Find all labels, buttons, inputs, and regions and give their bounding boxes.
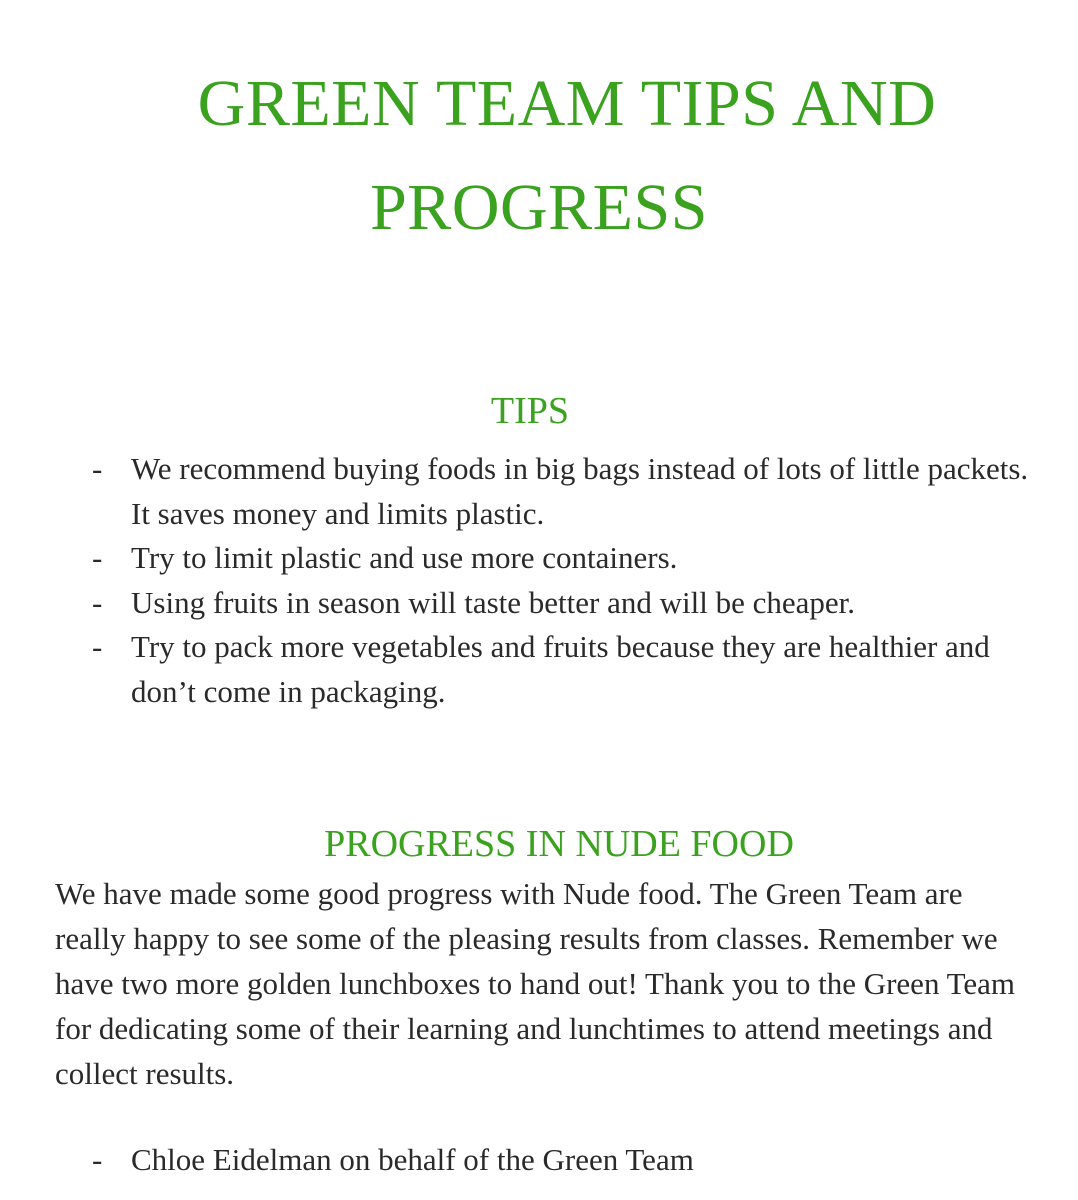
progress-heading: PROGRESS IN NUDE FOOD — [324, 823, 794, 865]
tips-list-item — [88, 447, 1038, 536]
tips-list-item — [88, 581, 1038, 626]
progress-paragraph: We have made some good progress with Nude food. The Green Team are really happy to see some of the pleasing results from classes. Remember we have two more golden lunchboxes to hand out! Thank you to the Green Team for dedicating some of their learning and lunchtimes to attend meetings and collect results. — [55, 876, 1016, 1091]
bullet-dash: - — [92, 540, 103, 575]
tip-text: Try to limit plastic and use more containers. — [131, 540, 678, 575]
bullet-dash: - — [92, 451, 103, 486]
tip-text: Try to pack more vegetables and fruits because they are healthier and don’t come in packaging. — [131, 629, 990, 709]
signoff-list — [88, 1138, 988, 1182]
tips-list — [88, 447, 1038, 714]
page-title-line-2: PROGRESS — [370, 171, 708, 244]
tip-text: We recommend buying foods in big bags instead of lots of little packets. It saves money and limits plastic. — [131, 451, 1029, 531]
page-title-line-1: GREEN TEAM TIPS AND — [197, 67, 937, 140]
tips-list-item — [88, 536, 1038, 581]
bullet-dash: - — [92, 584, 103, 620]
tips-list-item — [88, 625, 1038, 714]
tips-heading: TIPS — [490, 390, 570, 432]
page-title — [0, 52, 1078, 260]
signoff-text: Chloe Eidelman on behalf of the Green Team — [131, 1142, 694, 1177]
tip-text: Using fruits in season will taste better and will be cheaper. — [131, 584, 856, 620]
bullet-dash: - — [92, 629, 103, 664]
bullet-dash: - — [92, 1142, 103, 1177]
signoff-item — [88, 1138, 988, 1182]
